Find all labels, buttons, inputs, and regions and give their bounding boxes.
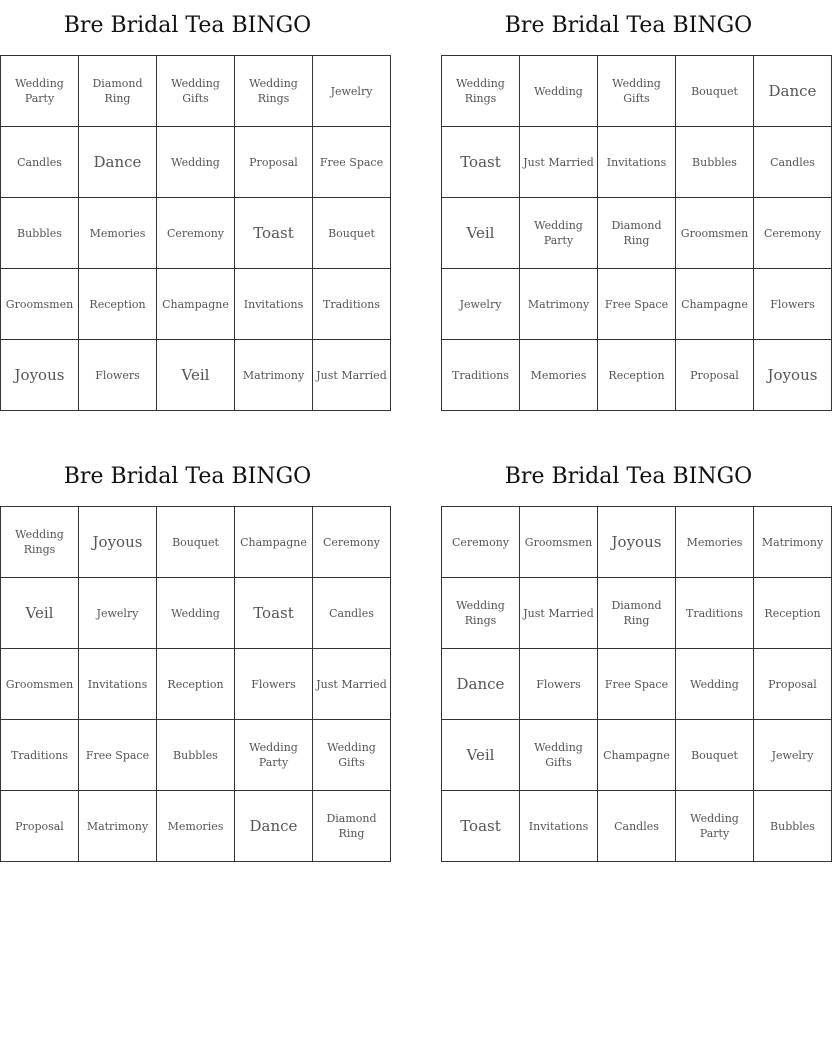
bingo-cell: Reception: [754, 578, 832, 649]
bingo-grid: [441, 55, 832, 411]
bingo-cell: Memories: [676, 507, 754, 578]
bingo-cell: Bubbles: [157, 720, 235, 791]
bingo-cell: Wedding Rings: [1, 507, 79, 578]
bingo-cell: Groomsmen: [1, 269, 79, 340]
grid-row: [1, 269, 391, 340]
bingo-cell: Veil: [1, 578, 79, 649]
bingo-cell: Diamond Ring: [598, 198, 676, 269]
bingo-cell: Ceremony: [157, 198, 235, 269]
bingo-cell: Wedding Party: [1, 56, 79, 127]
bingo-cell: Champagne: [676, 269, 754, 340]
bingo-cell: Free Space: [598, 269, 676, 340]
bingo-cell: Just Married: [313, 340, 391, 411]
bingo-cell: Joyous: [79, 507, 157, 578]
bingo-cell: Wedding: [676, 649, 754, 720]
bingo-cell: Traditions: [1, 720, 79, 791]
bingo-cell: Wedding Gifts: [157, 56, 235, 127]
bingo-cell: Toast: [235, 198, 313, 269]
bingo-cell: Bouquet: [676, 56, 754, 127]
bingo-cell: Free Space: [79, 720, 157, 791]
grid-row: [1, 198, 391, 269]
bingo-cell: Memories: [520, 340, 598, 411]
grid-row: [1, 127, 391, 198]
bingo-cell: Just Married: [520, 127, 598, 198]
bingo-cell: Diamond Ring: [79, 56, 157, 127]
bingo-cell: Wedding Party: [676, 791, 754, 862]
bingo-cell: Dance: [235, 791, 313, 862]
bingo-cell: Diamond Ring: [598, 578, 676, 649]
bingo-cell: Ceremony: [313, 507, 391, 578]
bingo-cell: Wedding Rings: [235, 56, 313, 127]
bingo-cell: Jewelry: [313, 56, 391, 127]
bingo-cell: Matrimony: [79, 791, 157, 862]
bingo-cell: Invitations: [79, 649, 157, 720]
bingo-cell: Wedding: [520, 56, 598, 127]
bingo-cell: Champagne: [598, 720, 676, 791]
bingo-cell: Matrimony: [754, 507, 832, 578]
bingo-cell: Ceremony: [442, 507, 520, 578]
bingo-cell: Just Married: [520, 578, 598, 649]
bingo-cell: Champagne: [157, 269, 235, 340]
bingo-cell: Veil: [442, 198, 520, 269]
bingo-cell: Jewelry: [79, 578, 157, 649]
bingo-cell: Traditions: [676, 578, 754, 649]
grid-row: [1, 340, 391, 411]
grid-row: [1, 720, 391, 791]
bingo-cell: Bouquet: [313, 198, 391, 269]
bingo-cell: Reception: [79, 269, 157, 340]
grid-row: [442, 791, 832, 862]
grid-row: [442, 720, 832, 791]
bingo-cell: Toast: [442, 127, 520, 198]
card-title: Bre Bridal Tea BINGO: [504, 464, 753, 489]
bingo-cell: Joyous: [754, 340, 832, 411]
bingo-cell: Bouquet: [676, 720, 754, 791]
bingo-cell: Veil: [157, 340, 235, 411]
bingo-cell: Flowers: [79, 340, 157, 411]
bingo-cell: Proposal: [754, 649, 832, 720]
bingo-cell: Flowers: [754, 269, 832, 340]
bingo-cell: Proposal: [1, 791, 79, 862]
grid-row: [442, 649, 832, 720]
grid-row: [1, 649, 391, 720]
bingo-cell: Proposal: [235, 127, 313, 198]
bingo-grid: [0, 55, 391, 411]
bingo-cell: Bubbles: [754, 791, 832, 862]
bingo-cell: Proposal: [676, 340, 754, 411]
bingo-cell: Wedding Rings: [442, 578, 520, 649]
bingo-cell: Candles: [598, 791, 676, 862]
bingo-cell: Free Space: [313, 127, 391, 198]
bingo-cell: Wedding Rings: [442, 56, 520, 127]
grid-row: [442, 507, 832, 578]
grid-row: [442, 56, 832, 127]
bingo-cell: Bubbles: [1, 198, 79, 269]
bingo-cell: Wedding Party: [520, 198, 598, 269]
grid-row: [1, 507, 391, 578]
bingo-cell: Traditions: [313, 269, 391, 340]
bingo-cell: Toast: [235, 578, 313, 649]
bingo-cell: Jewelry: [754, 720, 832, 791]
bingo-cell: Groomsmen: [1, 649, 79, 720]
bingo-cell: Candles: [313, 578, 391, 649]
grid-row: [1, 56, 391, 127]
bingo-cell: Wedding: [157, 578, 235, 649]
bingo-cell: Wedding Gifts: [598, 56, 676, 127]
bingo-cell: Jewelry: [442, 269, 520, 340]
bingo-cell: Memories: [79, 198, 157, 269]
bingo-cell: Candles: [1, 127, 79, 198]
bingo-cell: Invitations: [598, 127, 676, 198]
bingo-cell: Wedding Gifts: [313, 720, 391, 791]
bingo-cell: Bubbles: [676, 127, 754, 198]
grid-row: [442, 198, 832, 269]
bingo-cell: Dance: [754, 56, 832, 127]
card-title: Bre Bridal Tea BINGO: [504, 13, 753, 38]
bingo-cell: Diamond Ring: [313, 791, 391, 862]
bingo-cell: Reception: [157, 649, 235, 720]
grid-row: [442, 578, 832, 649]
bingo-cell: Veil: [442, 720, 520, 791]
bingo-grid: [441, 506, 832, 862]
bingo-cell: Bouquet: [157, 507, 235, 578]
grid-row: [1, 578, 391, 649]
bingo-cell: Just Married: [313, 649, 391, 720]
bingo-cell: Joyous: [1, 340, 79, 411]
bingo-cell: Flowers: [235, 649, 313, 720]
card-title: Bre Bridal Tea BINGO: [63, 464, 312, 489]
bingo-cell: Flowers: [520, 649, 598, 720]
grid-row: [1, 791, 391, 862]
bingo-cell: Matrimony: [520, 269, 598, 340]
bingo-cell: Dance: [79, 127, 157, 198]
bingo-grid: [0, 506, 391, 862]
bingo-cell: Dance: [442, 649, 520, 720]
bingo-cell: Traditions: [442, 340, 520, 411]
grid-row: [442, 340, 832, 411]
bingo-cell: Candles: [754, 127, 832, 198]
bingo-cell: Reception: [598, 340, 676, 411]
grid-row: [442, 127, 832, 198]
bingo-cell: Wedding Party: [235, 720, 313, 791]
bingo-cell: Wedding: [157, 127, 235, 198]
card-title: Bre Bridal Tea BINGO: [63, 13, 312, 38]
bingo-cell: Wedding Gifts: [520, 720, 598, 791]
bingo-cell: Groomsmen: [520, 507, 598, 578]
grid-row: [442, 269, 832, 340]
bingo-cell: Groomsmen: [676, 198, 754, 269]
bingo-cell: Toast: [442, 791, 520, 862]
bingo-cell: Free Space: [598, 649, 676, 720]
bingo-cell: Invitations: [520, 791, 598, 862]
bingo-cell: Ceremony: [754, 198, 832, 269]
bingo-cell: Invitations: [235, 269, 313, 340]
bingo-cell: Matrimony: [235, 340, 313, 411]
bingo-cell: Joyous: [598, 507, 676, 578]
bingo-cell: Memories: [157, 791, 235, 862]
bingo-cell: Champagne: [235, 507, 313, 578]
